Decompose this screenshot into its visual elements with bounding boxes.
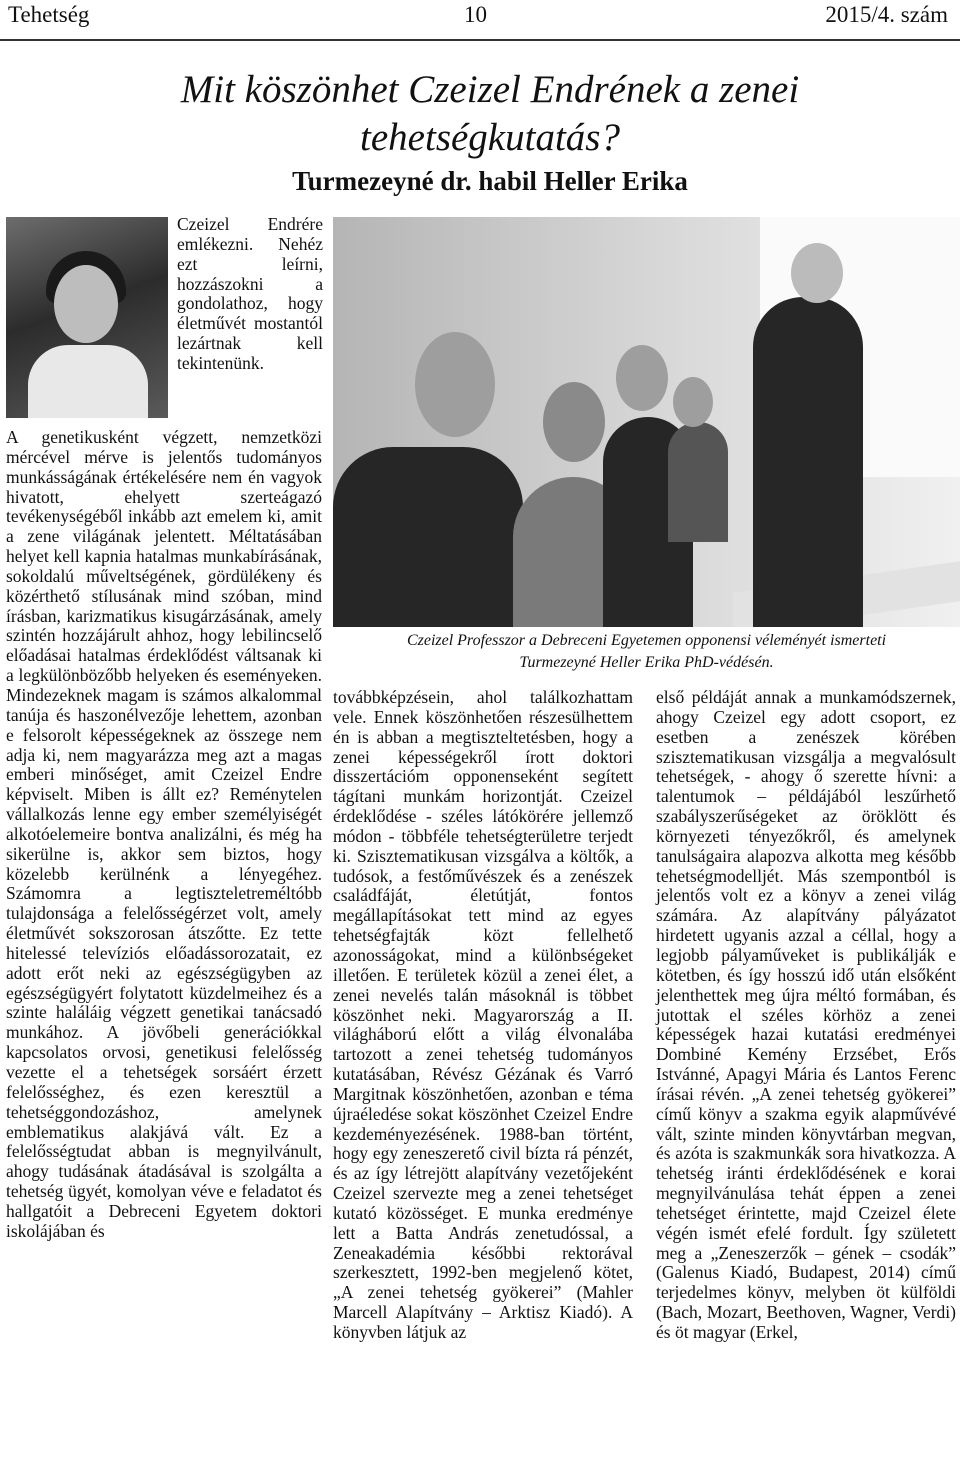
photo-head-3 <box>616 345 668 411</box>
page-number: 10 <box>464 2 487 27</box>
photo-speaker-head <box>791 243 843 303</box>
photo-head-4 <box>673 377 713 427</box>
page-header <box>0 0 960 40</box>
author-portrait-photo <box>6 217 168 418</box>
header-divider <box>0 39 960 41</box>
caption-line-2: Turmezeyné Heller Erika PhD-védésén. <box>519 654 774 671</box>
column-1-text <box>6 428 322 1242</box>
article-title <box>80 66 900 162</box>
event-photo <box>333 217 960 627</box>
paragraph-col2: továbbképzésein, ahol találkozhattam vele. Ennek köszönhetően részesülhettem én is abban a megtiszteltetésben, hogy a zenei képességekről írott doktori disszertációm opponenseként segített tágítani munkám horizontját. Czeizel érdeklődése - széles látókörére jellemző módon - többféle tehetségterületre terjedt ki. Szisztematikusan vizsgálva a költők, a tudósok, a festőművészek és a zenészek családfáját, életútját, fontos megállapításokat tett mind az egyes tehetségfajták közt fellelhető azonosságokat, mind a különbségeket illetően. E területek közül a zenei élet, a zenei nevelés talán másoknál is többet köszönhet neki. Magyarország a II. világháború előtt a világ élvonalába tartozott a zenei tehetség tudományos kutatásában, Révész Gézának és Varró Margitnak köszönhetően, azonban e téma újraéledése sokat köszönhet Czeizel Endre kezdeményezésének. 1988-ban történt, hogy egy zeneszerető civil bízta rá pénzét, és az így létrejött alapítvány vezetőjeként Czeizel szervezte meg a zenei tehetséget kutató közösséget. E munka eredménye lett a Batta András zenetudóssal, a Zeneakadémia későbbi rektorával szerkesztett, 1992-ben megjelenő kötet, „A zenei tehetség gyökerei” (Mahler Marcell Alapítvány – Arktisz Kiadó). A könyvben látjuk az <box>333 687 633 1342</box>
paragraph-intro: Czeizel Endrére emlékezni. Nehéz ezt leírni, hozzászokni a gondolathoz, hogy életművét mostantól lezártnak kell tekintenünk. <box>177 214 323 373</box>
column-1-top-text <box>177 215 323 374</box>
issue-number: 2015/4. szám <box>825 2 948 27</box>
column-3-text <box>656 688 956 1343</box>
portrait-body-shape <box>28 345 148 418</box>
paragraph-col3: első példáját annak a munkamódszernek, ahogy Czeizel egy adott csoport, ez esetben a zenészek körében szisztematikusan vizsgálja a megvalósult tehetségek, - ahogy ő szerette hívni: a talentumok – példájából leszűrhető szabályszerűségeket az öröklött és környezeti tényezőkről, és amelynek tanulságaira alapozva alkotta meg később tehetségmodelljét. Más szempontból is jelentős volt ez a könyv a zenei világ számára. Az alapítvány pályázatot hirdetett ugyanis azzal a céllal, hogy a legjobb pályaműveket is publikálják e kötetben, és így hosszú idő után elsőként jelenthettek meg újra méltó formában, és jutottak el széles körhöz a zenei képességek hazai kutatási eredményei Dombiné Kemény Erzsébet, Erős Istvánné, Apagyi Mária és Lantos Ferenc írásai révén. „A zenei tehetség gyökerei” című könyv a szakma egyik alapművévé vált, szinte minden könyvtárban megvan, és azóta is szakmunkák sora hivatkozza. A tehetség iránti érdeklődésének e korai megnyilvánulása tehát éppen a zenei tehetséget érintette, majd Czeizel élete végén ismét efelé fordult. Így született meg a „Zeneszerzők – gének – csodák” (Galenus Kiadó, Budapest, 2014) című terjedelmes könyv, melyben öt külföldi (Bach, Mozart, Beethoven, Wagner, Verdi) és öt magyar (Erkel, <box>656 687 956 1342</box>
paragraph-col1: A genetikusként végzett, nemzetközi mércével mérve is jelentős tudományos munkásságának értékelésére nem én vagyok hivatott, ehelyett szerteágazó tevékenységéből inkább azt emelem ki, amit a zene világának jelentett. Méltatásában helyet kell kapnia hatalmas munkabírásának, sokoldalú műveltségének, gördülékeny és közérthető stílusának mind szóban, mind írásban, karizmatikus kisugárzásának, amely szintén hozzájárult ahhoz, hogy lebilincselő előadásai hatalmas érdeklődést váltsanak ki a legkülönbözőbb helyeken és eseményeken. Mindezeknek magam is számos alkalommal tanúja és haszonélvezője lehettem, azonban e felsorolt képességeknek az összege nem adja ki, nem magyarázza meg azt a magas emberi minőséget, amit Czeizel Endre képviselt. Miben is állt ez? Reménytelen vállalkozás lenne egy ember személyiségét alkotóelemeire bontva analizálni, és még ha sikerülne is, akkor sem biztos, hogy közelebb kerülnénk a lényegéhez. Számomra a legtiszteletreméltóbb tulajdonsága a felelősségérzet volt, amely életművét sokszorosan átszőtte. Ez tette hitelessé televíziós előadássorozatait, ez adott erőt neki az egészségügyben az egészségügyért folytatott küzdelmeihez és a szinte haláláig végzett genetikai tanácsadó munkához. A jövőbeli generációkkal kapcsolatos orvosi, genetikusi felelősség vezette el a tehetségek sorsáért érzett felelősséghez, és ezen keresztül a tehetséggondozáshoz, amelynek emblematikus alakjává vált. Ez a felelősségtudat abban is megnyilvánult, ahogy tudásának átadásával is szolgálta a tehetség ügyét, komolyan véve e feladatot és hallgatóit a Debreceni Egyetem doktori iskolájában és <box>6 427 322 1241</box>
photo-speaker <box>753 297 863 627</box>
article-author: Turmezeyné dr. habil Heller Erika <box>292 166 688 196</box>
photo-head-2 <box>543 382 605 462</box>
portrait-face-shape <box>54 265 118 343</box>
photo-person-1 <box>333 447 523 627</box>
title-line-2: tehetségkutatás? <box>360 116 620 159</box>
photo-person-4 <box>668 422 728 542</box>
photo-caption <box>333 630 960 674</box>
caption-line-1: Czeizel Professzor a Debreceni Egyetemen opponensi véleményét ismerteti <box>406 632 887 649</box>
title-line-1: Mit köszönhet Czeizel Endrének a zenei <box>180 68 800 111</box>
photo-head-1 <box>415 332 495 437</box>
column-2-text <box>333 688 633 1343</box>
journal-name: Tehetség <box>8 2 90 27</box>
